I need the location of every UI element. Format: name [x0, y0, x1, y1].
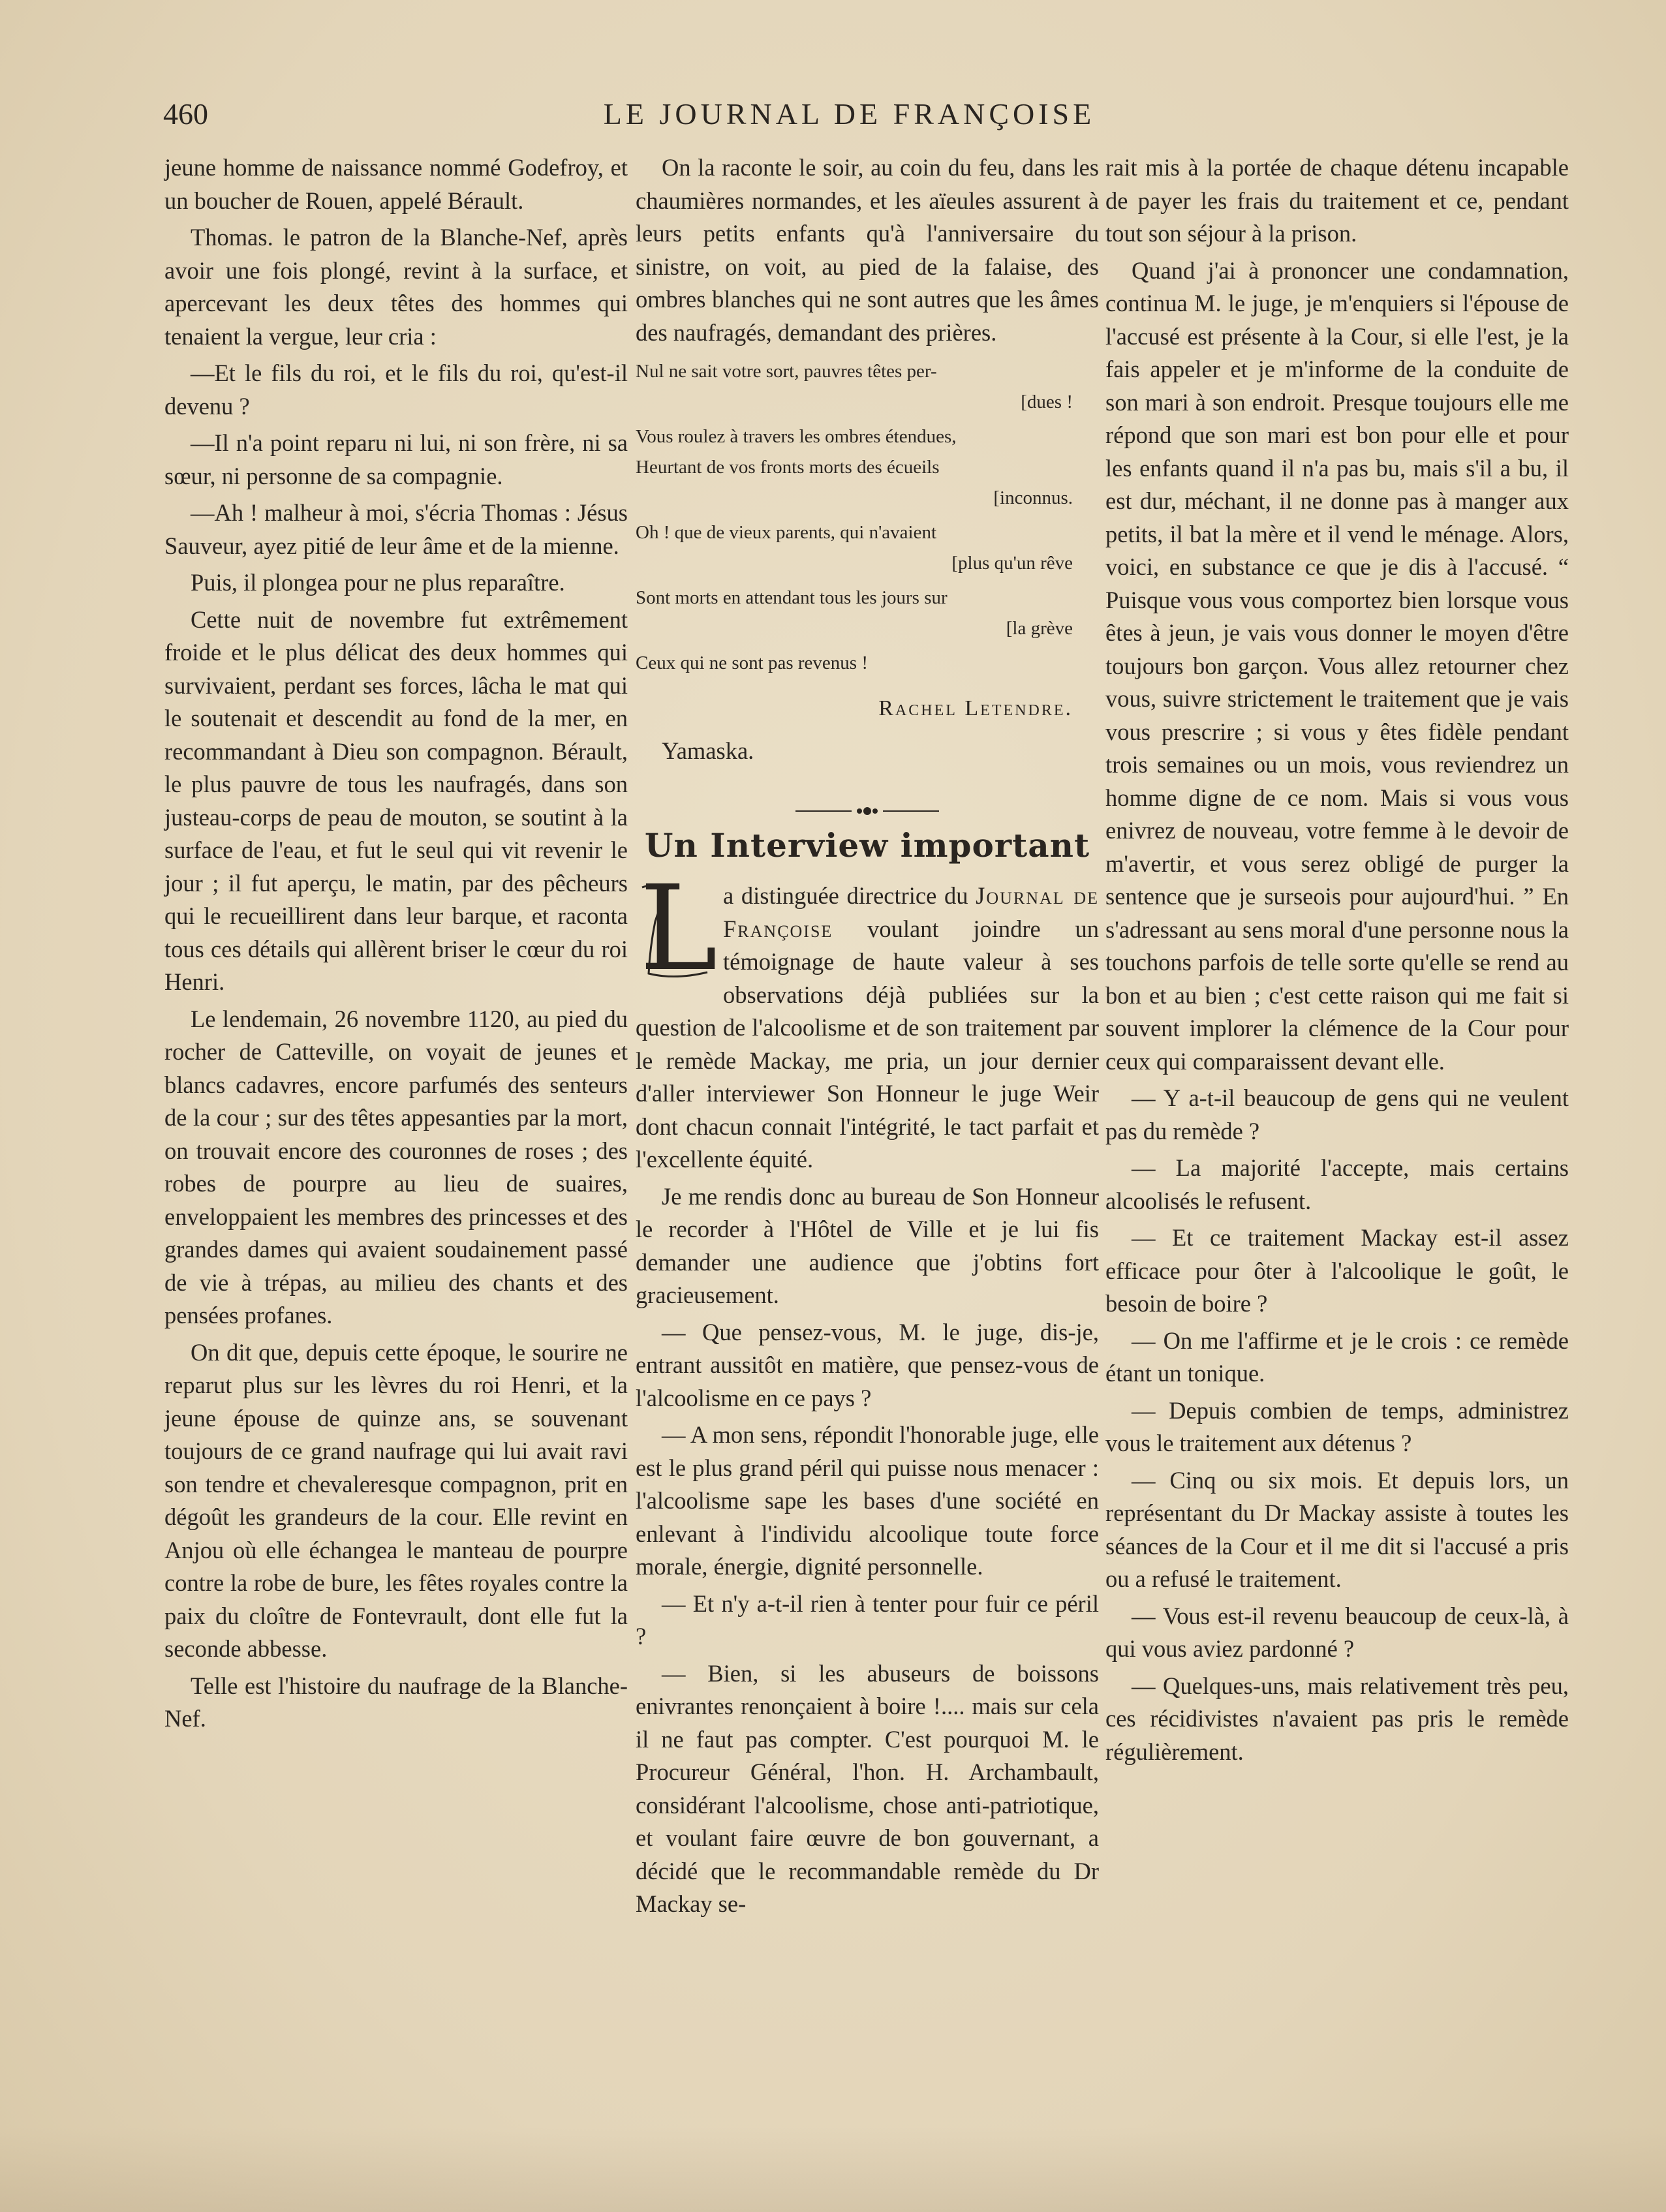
paragraph: On la raconte le soir, au coin du feu, dans les chaumières normandes, et les aïeules assurent à leurs petits enfants qu'à l'anniversaire du sinistre, on voit, au pied de la falaise, des ombres blanches qui ne sont autres que les âmes des naufragés, demandant des prières.	[636, 154, 1099, 346]
paragraph: —Il n'a point reparu ni lui, ni son frère, ni sa sœur, ni personne de sa compagnie.	[164, 429, 628, 489]
paragraph: Puis, il plongea pour ne plus reparaître.	[191, 569, 565, 596]
paragraph: — Quelques-uns, mais relativement très peu, ces récidivistes n'avaient pas pris le remède régulièrement.	[1105, 1672, 1569, 1765]
paragraph: — Bien, si les abuseurs de boissons enivrantes renonçaient à boire !.... mais sur cela il ne faut pas compter. C'est pourquoi M. le Procureur Général, l'hon. H. Archambault, considérant l'alcoolisme, chose anti-patriotique, et voulant faire œuvre de bon gouvernant, a décidé que le recommandable remède du Dr Mackay se-	[636, 1659, 1099, 1917]
paragraph: — Et ce traitement Mackay est-il assez efficace pour ôter à l'alcoolique le goût, le besoin de boire ?	[1105, 1224, 1569, 1317]
paragraph: Telle est l'histoire du naufrage de la Blanche-Nef.	[164, 1672, 628, 1732]
poem-line: Vous roulez à travers les ombres étendues,	[636, 426, 957, 447]
paragraph: — Depuis combien de temps, administrez vous le traitement aux détenus ?	[1105, 1396, 1569, 1456]
drop-cap-ornament	[636, 861, 718, 997]
ornament-rule-icon	[795, 803, 939, 819]
paragraph: — A mon sens, répondit l'honorable juge, elle est le plus grand péril qui puisse nous menacer : l'alcoolisme sape les bases d'une société en enlevant à l'individu alcoolique toute force morale, énergie, dignité personnelle.	[636, 1421, 1099, 1580]
ornament-divider	[636, 795, 1099, 814]
paper-edge-shading	[0, 2127, 1666, 2212]
journal-title: LE JOURNAL DE FRANÇOISE	[603, 97, 1096, 131]
paragraph: Quand j'ai à prononcer une condamnation, continua M. le juge, je m'enquiers si l'épouse de l'accusé est présente à la Cour, si elle l'est, je la fais appeler et je m'informe de la conduite de son mari à son endroit. Presque toujours elle me répond que son mari est bon pour elle et pour les enfants quand il n'a pas bu, mais s'il a bu, il est dur, méchant, il ne donne pas à manger aux petits, il bat la mère et il vend le ménage. Alors, voici, en substance ce que je dis à l'accusé. “ Puisque vous vous comportez bien lorsque vous êtes à jeun, je vais vous donner le moyen d'être toujours bon garçon. Vous allez retourner chez vous, suivre strictement le traitement que je vais vous prescrire ; si vous y êtes fidèle pendant trois semaines ou un mois, vous reviendrez un homme digne de ce nom. Mais si vous vous enivrez de nouveau, votre femme à le devoir de m'avertir, et vous serez obligé de purger la sentence que je surseois pour aujourd'hui. ” En s'adressant au sens moral d'une personne nous la touchons parfois de telle sorte qu'elle se rend au bon et au bien ; c'est cette raison qui me fait si souvent implorer la clémence de la Cour pour ceux qui comparaissent devant elle.	[1105, 256, 1569, 1075]
paragraph: — On me l'affirme et je le crois : ce remède étant un tonique.	[1105, 1327, 1569, 1387]
poem-line-continuation: [dues !	[1021, 392, 1073, 412]
poem-line: Nul ne sait votre sort, pauvres têtes per-	[636, 361, 937, 382]
poem-line: Oh ! que de vieux parents, qui n'avaient	[636, 522, 937, 543]
paragraph: On dit que, depuis cette époque, le sourire ne reparut plus sur les lèvres du roi Henri, et la jeune épouse de quinze ans, se souvenant toujours de ce grand naufrage qui lui avait ravi son tendre et chevaleresque compagnon, prit en dégoût les grandeurs de la cour. Elle revint en Anjou où elle échangea le manteau de pourpre contre la robe de bure, les fêtes royales contre la paix du cloître de Fontevrault, dont elle fut la seconde abbesse.	[164, 1338, 628, 1662]
paragraph: jeune homme de naissance nommé Godefroy, et un boucher de Rouen, appelé Bérault.	[164, 154, 628, 214]
paragraph: — Y a-t-il beaucoup de gens qui ne veulent pas du remède ?	[1105, 1084, 1569, 1144]
poem-place: Yamaska.	[662, 737, 754, 764]
poem-line: Sont morts en attendant tous les jours sur	[636, 587, 948, 608]
poem-line-continuation: [inconnus.	[993, 487, 1073, 508]
paragraph: rait mis à la portée de chaque détenu incapable de payer les frais du traitement et ce, pendant tout son séjour à la prison.	[1105, 154, 1569, 247]
paragraph: — La majorité l'accepte, mais certains alcoolisés le refusent.	[1105, 1154, 1569, 1214]
poem	[636, 358, 1099, 677]
paragraph: — Et n'y a-t-il rien à tenter pour fuir ce péril ?	[636, 1590, 1099, 1650]
poem-line: Ceux qui ne sont pas revenus !	[636, 653, 868, 673]
poem-line-continuation: [la grève	[1006, 618, 1073, 639]
page-number: 460	[163, 97, 208, 131]
journal-name: Journal de Françoise	[723, 882, 1099, 942]
page-header	[163, 97, 1535, 142]
paragraph: — Vous est-il revenu beaucoup de ceux-là, à qui vous aviez pardonné ?	[1105, 1602, 1569, 1662]
poem-author: Rachel Letendre.	[878, 696, 1073, 720]
paragraph-text: a distinguée directrice du	[723, 882, 976, 909]
paragraph: Cette nuit de novembre fut extrêmement froide et le plus délicat des deux hommes qui survivaient, perdant ses forces, lâcha le mat qui le soutenait et descendit au fond de la mer, en recommandant à Dieu son compagnon. Bérault, le plus pauvre de tous les naufragés, dans son justeau-corps de peau de mouton, se soutint à la surface de l'eau, et fut le seul qui vit revenir le jour ; il fut aperçu, le matin, par des pêcheurs qui le recueillirent dans leur barque, et raconta tous ces détails qui allèrent briser le cœur du roi Henri.	[164, 606, 628, 995]
paragraph-text: voulant joindre un témoignage de haute valeur à ses observations déjà publiées sur la question de l'alcoolisme et de son traitement par le remède Mackay, me pria, un jour dernier d'aller interviewer Son Honneur le juge Weir dont chacun connait l'intégrité, le tact parfait et l'excellente équité.	[636, 915, 1099, 1173]
paragraph: — Cinq ou six mois. Et depuis lors, un représentant du Dr Mackay assiste à toutes les séances de la Cour et il me dit si l'accusé a pris ou a refusé le traitement.	[1105, 1466, 1569, 1592]
drop-cap-letter: L	[640, 861, 718, 997]
column-middle	[636, 151, 1099, 1925]
interview-first-paragraph	[636, 861, 1099, 1176]
poem-line: Heurtant de vos fronts morts des écueils	[636, 457, 940, 478]
paragraph: —Et le fils du roi, et le fils du roi, qu'est-il devenu ?	[164, 360, 628, 420]
paragraph: Je me rendis donc au bureau de Son Honneur le recorder à l'Hôtel de Ville et je lui fis demander une audience que j'obtins fort gracieusement.	[636, 1182, 1099, 1308]
paragraph: Thomas. le patron de la Blanche-Nef, après avoir une fois plongé, revint à la surface, et apercevant les deux têtes des hommes qui tenaient la vergue, leur cria :	[164, 224, 628, 350]
column-right	[1105, 151, 1569, 1772]
poem-line-continuation: [plus qu'un rêve	[951, 553, 1073, 574]
paragraph: —Ah ! malheur à moi, s'écria Thomas : Jésus Sauveur, ayez pitié de leur âme et de la mienne.	[164, 499, 628, 559]
section-title: Un Interview important	[644, 826, 1090, 865]
paragraph: Le lendemain, 26 novembre 1120, au pied du rocher de Catteville, on voyait de jeunes et blancs cadavres, encore parfumés des senteurs de la cour ; sur des têtes appesanties par la mort, on trouvait encore des couronnes de roses ; des robes de pourpre au lieu de suaires, enveloppaient les membres des princesses et des grandes dames qui avaient soudainement passé de vie à trépas, au milieu des chants et des pensées profanes.	[164, 1005, 628, 1329]
column-left	[164, 151, 628, 1740]
paragraph: — Que pensez-vous, M. le juge, dis-je, entrant aussitôt en matière, que pensez-vous de l'alcoolisme en ce pays ?	[636, 1318, 1099, 1411]
